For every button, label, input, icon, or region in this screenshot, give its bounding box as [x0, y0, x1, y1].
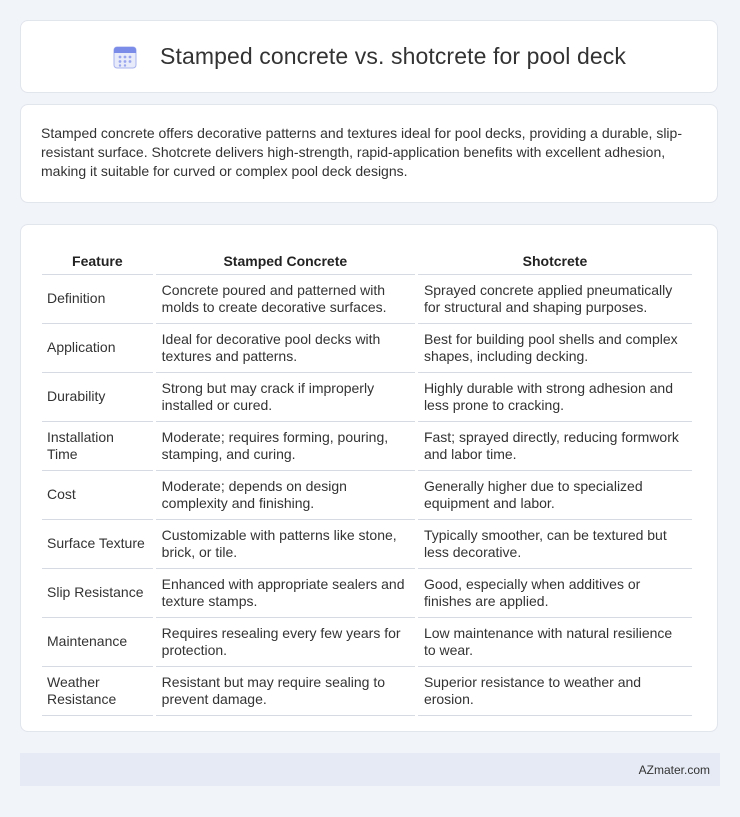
stamped-concrete-cell: Enhanced with appropriate sealers and texture stamps.: [156, 569, 415, 618]
feature-cell: Weather Resistance: [42, 667, 153, 716]
shotcrete-cell: Superior resistance to weather and erosion.: [418, 667, 692, 716]
feature-cell: Cost: [42, 471, 153, 520]
shotcrete-cell: Highly durable with strong adhesion and less prone to cracking.: [418, 373, 692, 422]
table-row: [42, 520, 692, 569]
shotcrete-cell: Best for building pool shells and complex shapes, including decking.: [418, 324, 692, 373]
stamped-concrete-cell: Concrete poured and patterned with molds to create decorative surfaces.: [156, 275, 415, 324]
feature-cell: Definition: [42, 275, 153, 324]
column-header-stamped-concrete: Stamped Concrete: [156, 243, 415, 275]
column-header-feature: Feature: [42, 243, 153, 275]
table-row: [42, 373, 692, 422]
feature-cell: Maintenance: [42, 618, 153, 667]
page-title: Stamped concrete vs. shotcrete for pool deck: [160, 43, 626, 69]
table-row: [42, 667, 692, 716]
table-row: [42, 569, 692, 618]
shotcrete-cell: Fast; sprayed directly, reducing formwork and labor time.: [418, 422, 692, 471]
shotcrete-cell: Good, especially when additives or finishes are applied.: [418, 569, 692, 618]
stamped-concrete-cell: Resistant but may require sealing to prevent damage.: [156, 667, 415, 716]
feature-cell: Application: [42, 324, 153, 373]
footer-brand: AZmater.com: [638, 762, 710, 777]
stamped-concrete-cell: Requires resealing every few years for protection.: [156, 618, 415, 667]
feature-cell: Surface Texture: [42, 520, 153, 569]
comparison-table: [39, 243, 695, 716]
stamped-concrete-cell: Moderate; requires forming, pouring, stamping, and curing.: [156, 422, 415, 471]
stamped-concrete-cell: Customizable with patterns like stone, brick, or tile.: [156, 520, 415, 569]
table-row: [42, 471, 692, 520]
stamped-concrete-cell: Ideal for decorative pool decks with textures and patterns.: [156, 324, 415, 373]
calendar-icon: [112, 44, 138, 70]
shotcrete-cell: Sprayed concrete applied pneumatically for structural and shaping purposes.: [418, 275, 692, 324]
title-card: [20, 20, 718, 93]
stamped-concrete-cell: Strong but may crack if improperly installed or cured.: [156, 373, 415, 422]
summary-text: Stamped concrete offers decorative patterns and textures ideal for pool decks, providing a durable, slip-resistant surface. Shotcrete delivers high-strength, rapid-application benefits with excellent adhesion, making it suitable for curved or complex pool deck designs.: [41, 125, 682, 179]
feature-cell: Installation Time: [42, 422, 153, 471]
column-header-shotcrete: Shotcrete: [418, 243, 692, 275]
shotcrete-cell: Typically smoother, can be textured but less decorative.: [418, 520, 692, 569]
feature-cell: Durability: [42, 373, 153, 422]
table-row: [42, 324, 692, 373]
footer: [20, 753, 720, 786]
shotcrete-cell: Low maintenance with natural resilience to wear.: [418, 618, 692, 667]
table-row: [42, 275, 692, 324]
table-row: [42, 422, 692, 471]
table-header-row: [42, 243, 692, 275]
summary-card: [20, 104, 718, 203]
table-row: [42, 618, 692, 667]
feature-cell: Slip Resistance: [42, 569, 153, 618]
shotcrete-cell: Generally higher due to specialized equipment and labor.: [418, 471, 692, 520]
comparison-table-card: [20, 224, 718, 732]
stamped-concrete-cell: Moderate; depends on design complexity and finishing.: [156, 471, 415, 520]
